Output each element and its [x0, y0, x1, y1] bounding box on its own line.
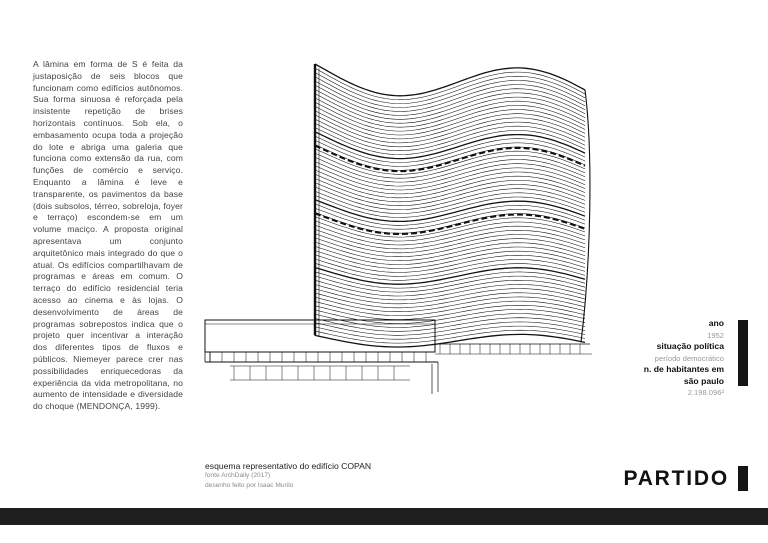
politics-label: situação política — [656, 341, 724, 351]
year-label: ano — [708, 318, 724, 328]
copan-building-drawing — [200, 62, 610, 412]
politics-value: período democrático — [654, 353, 724, 363]
info-block — [644, 318, 724, 399]
caption-title: esquema representativo do edifício COPAN — [205, 461, 372, 471]
title-accent-bar — [738, 466, 748, 491]
section-title: PARTIDO — [623, 467, 729, 490]
figure-caption — [205, 461, 371, 490]
footer-bar — [0, 508, 768, 525]
caption-credit: desenho feito por Isaac Murilo — [205, 481, 294, 489]
population-label: n. de habitantes em — [643, 364, 724, 374]
population-value: 2.198.096² — [687, 388, 724, 397]
body-text: A lâmina em forma de S é feita da justaposição de seis blocos que funcionam como edifícios autônomos. Sua forma sinuosa é reforçada pela insistente repetição de brises horizontais contínuos. Sob ela, o embasamento ocupa toda a projeção do lote e abriga uma galeria que funciona como extensão da rua, com funções de comércio e serviço. Enquanto a lâmina é leve e transparente, os pavimentos da base (dois subsolos, térreo, sobreloja, foyer e terraço) escondem-se em um volume maciço. A proposta original apresentava um conjunto arquitetônico mais integrado do que o atual. Os edifícios compartilhavam de programas e áreas em comum. O terraço do edifício residencial teria acesso ao cinema e às lojas. O desenvolvimento de áreas de programas sobrepostos indica que o projeto quer incentivar a interação dos diferentes tipos de fluxos e públicos. Niemeyer parece crer nas possibilidades enriquecedoras da experiência da vida metropolitana, no aumento de intensidade e diversidade do choque (MENDONÇA, 1999). — [33, 59, 183, 412]
year-value: 1952 — [707, 330, 724, 340]
caption-source: fonte ArchDaily (2017) — [205, 472, 271, 479]
info-accent-bar — [738, 320, 748, 386]
population-label-city: são paulo — [683, 375, 724, 386]
